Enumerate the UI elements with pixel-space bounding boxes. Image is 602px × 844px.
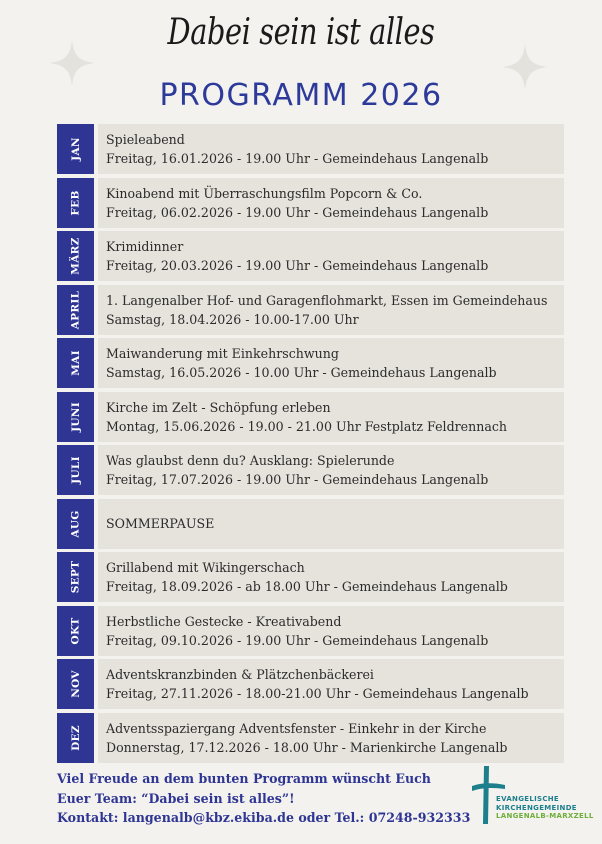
month-text: OKT bbox=[69, 617, 82, 644]
month-label bbox=[57, 659, 94, 709]
event-details: Freitag, 20.03.2026 - 19.00 Uhr - Gemeindehaus Langenalb bbox=[106, 258, 489, 273]
event-row-mai bbox=[57, 338, 564, 388]
event-content bbox=[98, 713, 564, 763]
event-title: Krimidinner bbox=[106, 239, 184, 254]
month-label bbox=[57, 178, 94, 228]
month-label bbox=[57, 338, 94, 388]
event-content bbox=[98, 606, 564, 656]
event-row-maerz bbox=[57, 231, 564, 281]
event-content bbox=[98, 392, 564, 442]
script-title: Dabei sein ist alles bbox=[167, 12, 435, 53]
month-label bbox=[57, 606, 94, 656]
event-content bbox=[98, 499, 564, 549]
month-label bbox=[57, 552, 94, 602]
event-title: Spieleabend bbox=[106, 132, 185, 147]
logo-line-3: LANGENALB-MARXZELL bbox=[496, 812, 594, 820]
footer-message bbox=[57, 769, 470, 828]
event-details: Montag, 15.06.2026 - 19.00 - 21.00 Uhr Festplatz Feldrennach bbox=[106, 418, 507, 434]
event-list bbox=[57, 124, 564, 766]
event-row-juli bbox=[57, 445, 564, 495]
event-details: Freitag, 16.01.2026 - 19.00 Uhr - Gemeindehaus Langenalb bbox=[106, 151, 489, 166]
month-text: JULI bbox=[69, 456, 82, 484]
month-label bbox=[57, 392, 94, 442]
logo-line-2: KIRCHENGEMEINDE bbox=[496, 803, 577, 812]
month-label bbox=[57, 285, 94, 335]
event-content bbox=[98, 178, 564, 228]
month-label bbox=[57, 231, 94, 281]
month-text: DEZ bbox=[69, 724, 82, 751]
event-row-juni bbox=[57, 392, 564, 442]
logo-text bbox=[496, 795, 594, 821]
month-text: JAN bbox=[69, 137, 82, 161]
event-title: Grillabend mit Wikingerschach bbox=[106, 560, 305, 575]
event-row-nov bbox=[57, 659, 564, 709]
event-details: Freitag, 06.02.2026 - 19.00 Uhr - Gemeindehaus Langenalb bbox=[106, 204, 489, 220]
month-label bbox=[57, 499, 94, 549]
event-row-feb bbox=[57, 178, 564, 228]
event-title: Herbstliche Gestecke - Kreativabend bbox=[106, 613, 342, 629]
month-text: NOV bbox=[69, 670, 82, 698]
month-text: JUNI bbox=[69, 401, 82, 432]
event-content bbox=[98, 659, 564, 709]
event-content bbox=[98, 552, 564, 602]
event-title: SOMMERPAUSE bbox=[106, 516, 215, 531]
event-details: Freitag, 18.09.2026 - ab 18.00 Uhr - Gemeindehaus Langenalb bbox=[106, 579, 508, 594]
event-title: Adventsspaziergang Adventsfenster - Einkehr in der Kirche bbox=[106, 720, 487, 736]
event-details: Samstag, 16.05.2026 - 10.00 Uhr - Gemeindehaus Langenalb bbox=[106, 365, 497, 380]
month-label bbox=[57, 445, 94, 495]
month-text: MAI bbox=[69, 350, 82, 376]
footer-team: Euer Team: “Dabei sein ist alles”! bbox=[57, 790, 295, 806]
event-row-okt bbox=[57, 606, 564, 656]
month-text: SEPT bbox=[69, 560, 82, 594]
month-text: MÄRZ bbox=[69, 237, 82, 275]
event-row-sept bbox=[57, 552, 564, 602]
logo-line-1: EVANGELISCHE bbox=[496, 795, 560, 803]
event-details: Donnerstag, 17.12.2026 - 18.00 Uhr - Marienkirche Langenalb bbox=[106, 739, 508, 755]
event-content bbox=[98, 445, 564, 495]
event-row-jan bbox=[57, 124, 564, 174]
event-details: Freitag, 09.10.2026 - 19.00 Uhr - Gemeindehaus Langenalb bbox=[106, 632, 489, 648]
event-title: Kirche im Zelt - Schöpfung erleben bbox=[106, 399, 331, 415]
month-label bbox=[57, 124, 94, 174]
event-title: Was glaubst denn du? Ausklang: Spielerunde bbox=[106, 453, 395, 468]
event-details: Samstag, 18.04.2026 - 10.00-17.00 Uhr bbox=[106, 311, 359, 327]
church-logo bbox=[470, 764, 598, 826]
event-details: Freitag, 17.07.2026 - 19.00 Uhr - Gemeindehaus Langenalb bbox=[106, 472, 489, 487]
event-row-april bbox=[57, 285, 564, 335]
event-content bbox=[98, 231, 564, 281]
event-title: Maiwanderung mit Einkehrschwung bbox=[106, 346, 339, 361]
month-text: APRIL bbox=[69, 290, 82, 329]
month-text: AUG bbox=[69, 509, 82, 538]
month-label bbox=[57, 713, 94, 763]
event-content bbox=[98, 338, 564, 388]
footer-greeting: Viel Freude an dem bunten Programm wünscht Euch bbox=[57, 771, 431, 786]
event-title: Kinoabend mit Überraschungsfilm Popcorn & Co. bbox=[106, 185, 423, 201]
event-title: 1. Langenalber Hof- und Garagenflohmarkt, Essen im Gemeindehaus bbox=[106, 292, 548, 308]
event-content bbox=[98, 285, 564, 335]
event-row-aug bbox=[57, 499, 564, 549]
event-details: Freitag, 27.11.2026 - 18.00-21.00 Uhr - Gemeindehaus Langenalb bbox=[106, 686, 529, 701]
footer-contact: Kontakt: langenalb@kbz.ekiba.de oder Tel.: 07248-932333 bbox=[57, 810, 471, 825]
event-row-dez bbox=[57, 713, 564, 763]
event-content bbox=[98, 124, 564, 174]
page-title: PROGRAMM 2026 bbox=[159, 78, 443, 113]
event-title: Adventskranzbinden & Plätzchenbäckerei bbox=[106, 667, 374, 682]
month-text: FEB bbox=[69, 189, 82, 216]
